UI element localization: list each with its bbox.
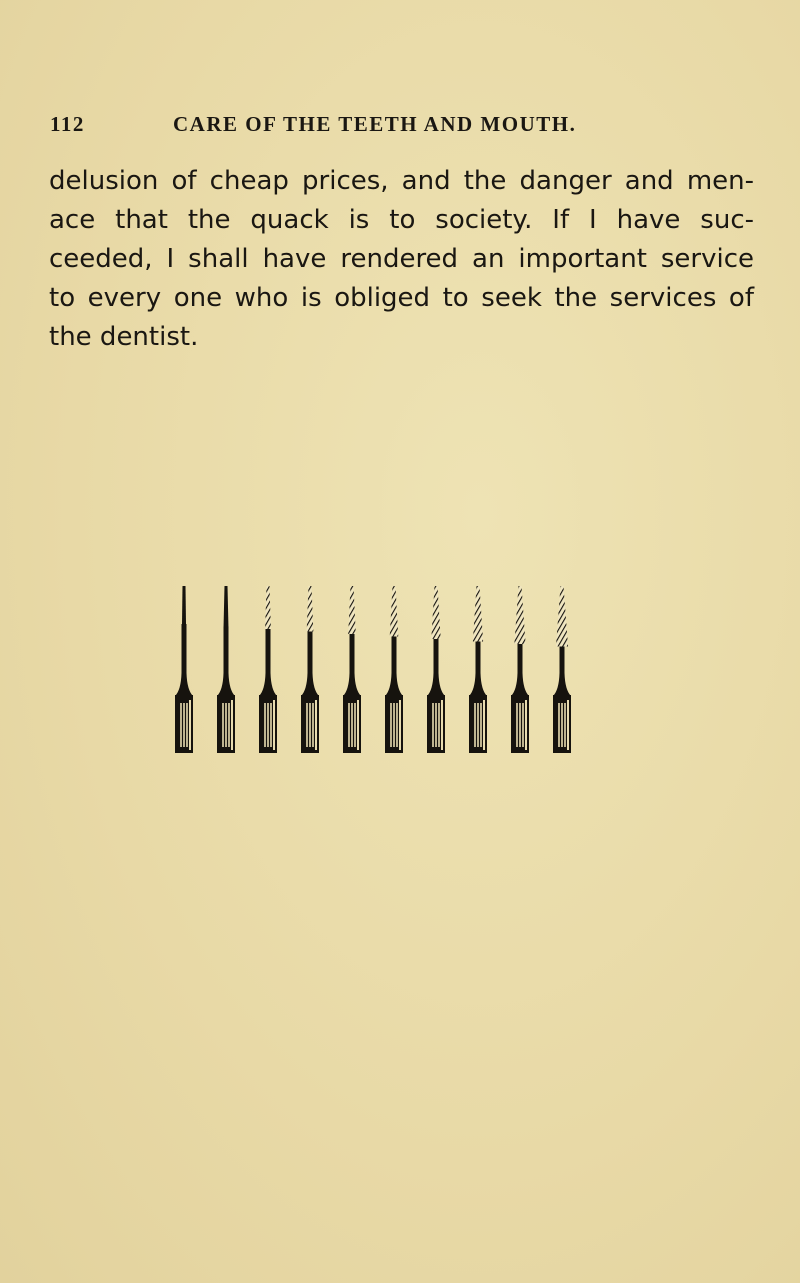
instrument-8 (469, 586, 487, 753)
instrument-10 (553, 586, 571, 753)
instrument-row (175, 586, 571, 753)
instrument-9 (511, 586, 529, 753)
instrument-4 (301, 586, 319, 753)
instrument-3 (259, 586, 277, 753)
dental-instruments-icon (172, 578, 602, 758)
text-line: ceeded, I shall have rendered an important service (49, 244, 754, 274)
instrument-2 (217, 586, 235, 753)
instrument-1 (175, 586, 193, 753)
instrument-5 (343, 586, 361, 753)
page-header (50, 112, 750, 142)
body-paragraph (49, 162, 754, 357)
text-line: the dentist. (49, 322, 199, 352)
running-title: CARE OF THE TEETH AND MOUTH. (173, 112, 577, 136)
text-line: to every one who is obliged to seek the services of (49, 283, 754, 313)
text-line: ace that the quack is to society. If I have suc- (49, 205, 754, 235)
instrument-7 (427, 586, 445, 753)
instrument-6 (385, 586, 403, 753)
text-line: delusion of cheap prices, and the danger and men- (49, 166, 754, 196)
page-number: 112 (50, 112, 85, 136)
